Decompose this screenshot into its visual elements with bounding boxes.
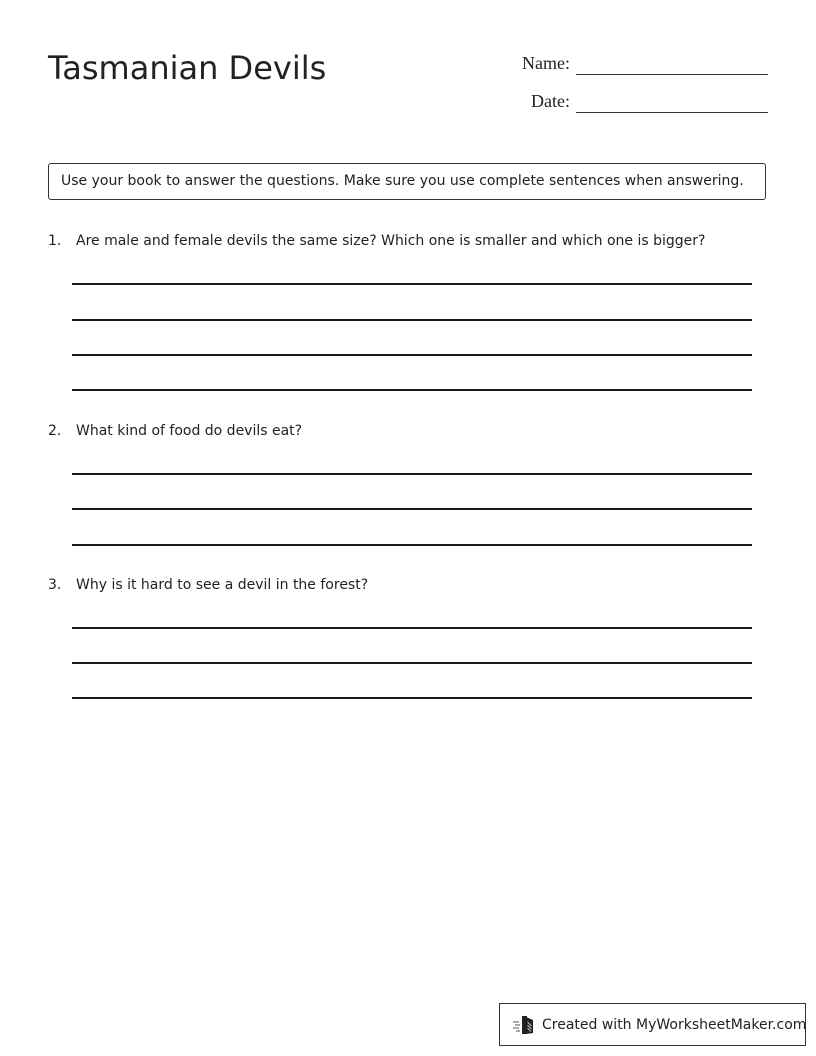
answer-line[interactable] [72, 283, 752, 285]
question-2 [48, 421, 302, 441]
date-field[interactable] [500, 88, 768, 118]
instructions-box: Use your book to answer the questions. Make sure you use complete sentences when answering. [48, 163, 766, 200]
answer-line[interactable] [72, 319, 752, 321]
question-1 [48, 231, 705, 251]
answer-line[interactable] [72, 627, 752, 629]
question-text: Why is it hard to see a devil in the forest? [76, 577, 369, 593]
answer-line[interactable] [72, 389, 752, 391]
question-text: Are male and female devils the same size? Which one is smaller and which one is bigger? [76, 233, 706, 249]
date-label: Date: [531, 91, 570, 111]
answer-line[interactable] [72, 662, 752, 664]
answer-line[interactable] [72, 473, 752, 475]
created-with-badge[interactable] [499, 1003, 806, 1046]
question-number: 2. [48, 423, 62, 439]
question-number: 1. [48, 233, 62, 249]
question-3 [48, 575, 368, 595]
question-number: 3. [48, 577, 62, 593]
question-text: What kind of food do devils eat? [76, 423, 303, 439]
answer-line[interactable] [72, 508, 752, 510]
answer-line[interactable] [72, 354, 752, 356]
worksheet-maker-logo-icon [512, 1014, 536, 1036]
name-label: Name: [522, 53, 570, 73]
answer-line[interactable] [72, 544, 752, 546]
created-with-label: Created with MyWorksheetMaker.com [542, 1016, 807, 1033]
name-line[interactable] [576, 74, 768, 75]
answer-line[interactable] [72, 697, 752, 699]
worksheet-title: Tasmanian Devils [48, 49, 327, 87]
date-line[interactable] [576, 112, 768, 113]
name-field[interactable] [500, 50, 768, 80]
